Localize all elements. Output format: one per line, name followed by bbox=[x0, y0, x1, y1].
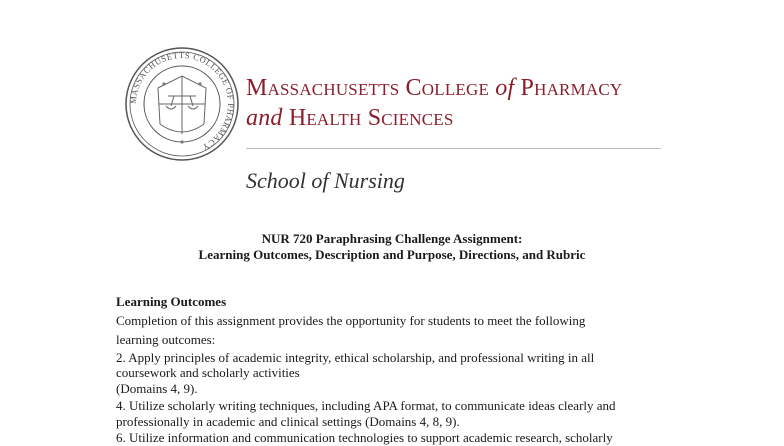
document-title-line-2: Learning Outcomes, Description and Purpose, Directions, and Rubric bbox=[198, 247, 586, 262]
college-name-line-1 bbox=[246, 76, 622, 100]
college-name-line-2 bbox=[246, 106, 453, 130]
header-divider bbox=[246, 148, 661, 149]
section-heading-learning-outcomes: Learning Outcomes bbox=[116, 294, 227, 309]
body-line: 2. Apply principles of academic integrity, ethical scholarship, and professional writing in all bbox=[116, 350, 595, 365]
body-line: 4. Utilize scholarly writing techniques, including APA format, to communicate ideas clearly and bbox=[116, 398, 616, 413]
svg-text:MASSACHUSETTS COLLEGE OF PHARM: MASSACHUSETTS COLLEGE OF PHARMACY bbox=[127, 49, 237, 153]
body-line: coursework and scholarly activities bbox=[116, 365, 300, 380]
college-name-and: and bbox=[246, 105, 283, 131]
college-seal-logo bbox=[124, 46, 240, 162]
college-name-health-sciences: Health Sciences bbox=[288, 105, 454, 131]
body-line: 6. Utilize information and communication technologies to support academic research, scholarly bbox=[116, 430, 613, 445]
college-name-pharmacy: Pharmacy bbox=[520, 75, 623, 101]
document-title-line-1: NUR 720 Paraphrasing Challenge Assignment: bbox=[261, 231, 523, 246]
body-line: learning outcomes: bbox=[116, 332, 216, 347]
body-line: Completion of this assignment provides the opportunity for students to meet the following bbox=[116, 313, 586, 328]
body-line: professionally in academic and clinical settings (Domains 4, 8, 9). bbox=[116, 414, 460, 429]
body-line: (Domains 4, 9). bbox=[116, 381, 198, 396]
college-name-main: Massachusetts College bbox=[246, 75, 490, 101]
college-name-of: of bbox=[495, 75, 515, 101]
school-name: School of Nursing bbox=[246, 168, 405, 193]
